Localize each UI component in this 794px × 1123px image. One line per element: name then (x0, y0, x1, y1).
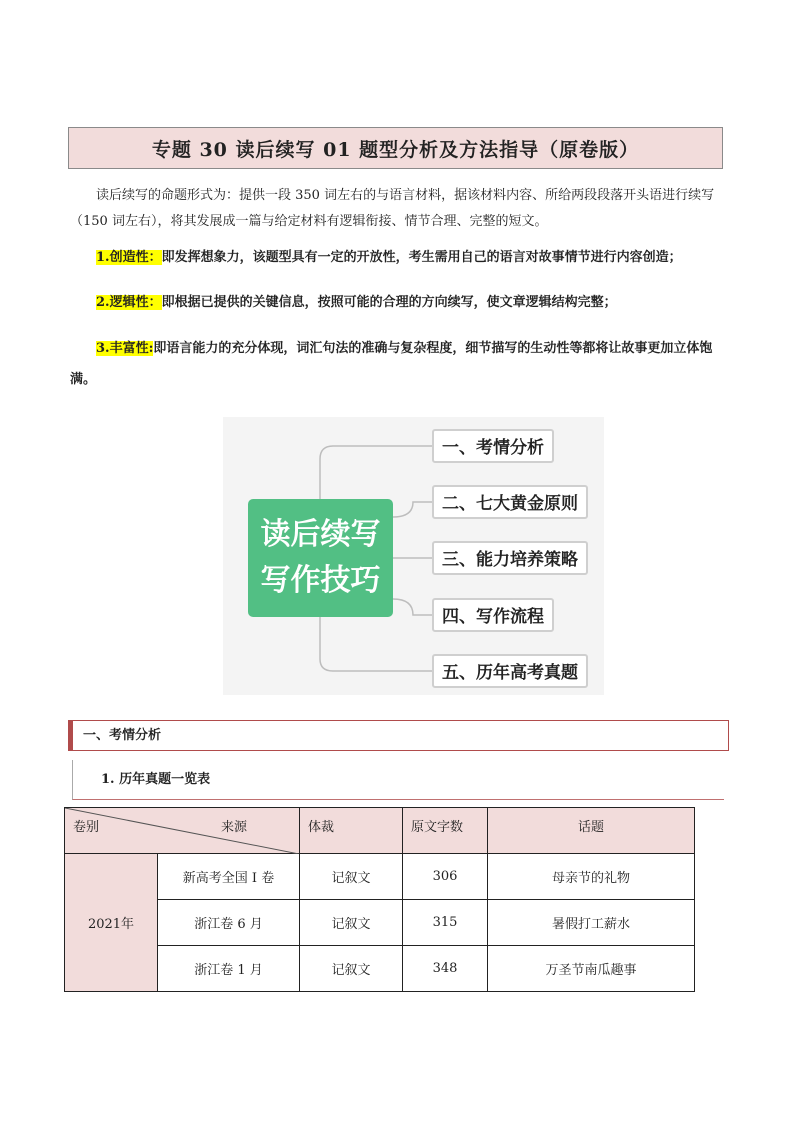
section-heading: 一、考情分析 (68, 720, 729, 751)
point-label: 1.创造性： (96, 250, 162, 265)
table-year-cell: 2021年 (65, 854, 158, 992)
mindmap-node: 一、考情分析 (432, 429, 554, 463)
table-cell: 暑假打工薪水 (488, 900, 695, 946)
point-logic (70, 287, 726, 319)
table-header: 话题 (488, 808, 695, 854)
table-cell: 万圣节南瓜趣事 (488, 946, 695, 992)
table-cell: 记叙文 (300, 900, 403, 946)
table-row (65, 854, 695, 900)
mindmap-node: 四、写作流程 (432, 598, 554, 632)
point-label: 3.丰富性: (96, 341, 154, 356)
table-header: 体裁 (300, 808, 403, 854)
table-cell: 浙江卷 1 月 (158, 946, 300, 992)
table-corner-cell (65, 808, 300, 854)
table-row (65, 946, 695, 992)
table-diagonal-line (65, 808, 299, 854)
table-cell: 记叙文 (300, 946, 403, 992)
point-text: 即语言能力的充分体现，词汇句法的准确与复杂程度，细节描写的生动性等都将让故事更加立体饱满。 (70, 341, 713, 387)
table-cell: 浙江卷 6 月 (158, 900, 300, 946)
subsection-heading: 1. 历年真题一览表 (72, 760, 724, 800)
document-title: 专题 30 读后续写 01 题型分析及方法指导（原卷版） (68, 127, 723, 169)
table-corner-left: 卷别 (73, 820, 100, 835)
table-cell: 记叙文 (300, 854, 403, 900)
mindmap-center-line: 写作技巧 (260, 563, 381, 598)
point-label: 2.逻辑性： (96, 295, 162, 310)
mindmap-node: 二、七大黄金原则 (432, 485, 588, 519)
mindmap-center (248, 499, 393, 617)
table-row (65, 900, 695, 946)
table-cell: 母亲节的礼物 (488, 854, 695, 900)
mindmap-node: 三、能力培养策略 (432, 541, 588, 575)
table-cell: 306 (403, 854, 488, 900)
point-richness (70, 333, 726, 395)
table-cell: 348 (403, 946, 488, 992)
point-creativity (70, 242, 726, 274)
table-corner-right: 来源 (221, 820, 248, 835)
point-text: 即根据已提供的关键信息，按照可能的合理的方向续写，使文章逻辑结构完整； (161, 295, 617, 310)
table-cell: 新高考全国 I 卷 (158, 854, 300, 900)
mindmap-center-line: 读后续写 (260, 517, 381, 552)
mindmap-node: 五、历年高考真题 (432, 654, 588, 688)
table-header: 原文字数 (403, 808, 488, 854)
mindmap-image (223, 417, 604, 695)
point-text: 即发挥想象力，该题型具有一定的开放性，考生需用自己的语言对故事情节进行内容创造； (161, 250, 682, 265)
table-cell: 315 (403, 900, 488, 946)
intro-paragraph: 读后续写的命题形式为：提供一段 350 词左右的与语言材料，据该材料内容、所给两段段落开头语进行续写（150 词左右），将其发展成一篇与给定材料有逻辑衔接、情节合理、完整的短文。 (70, 188, 715, 229)
exam-table (64, 807, 695, 992)
